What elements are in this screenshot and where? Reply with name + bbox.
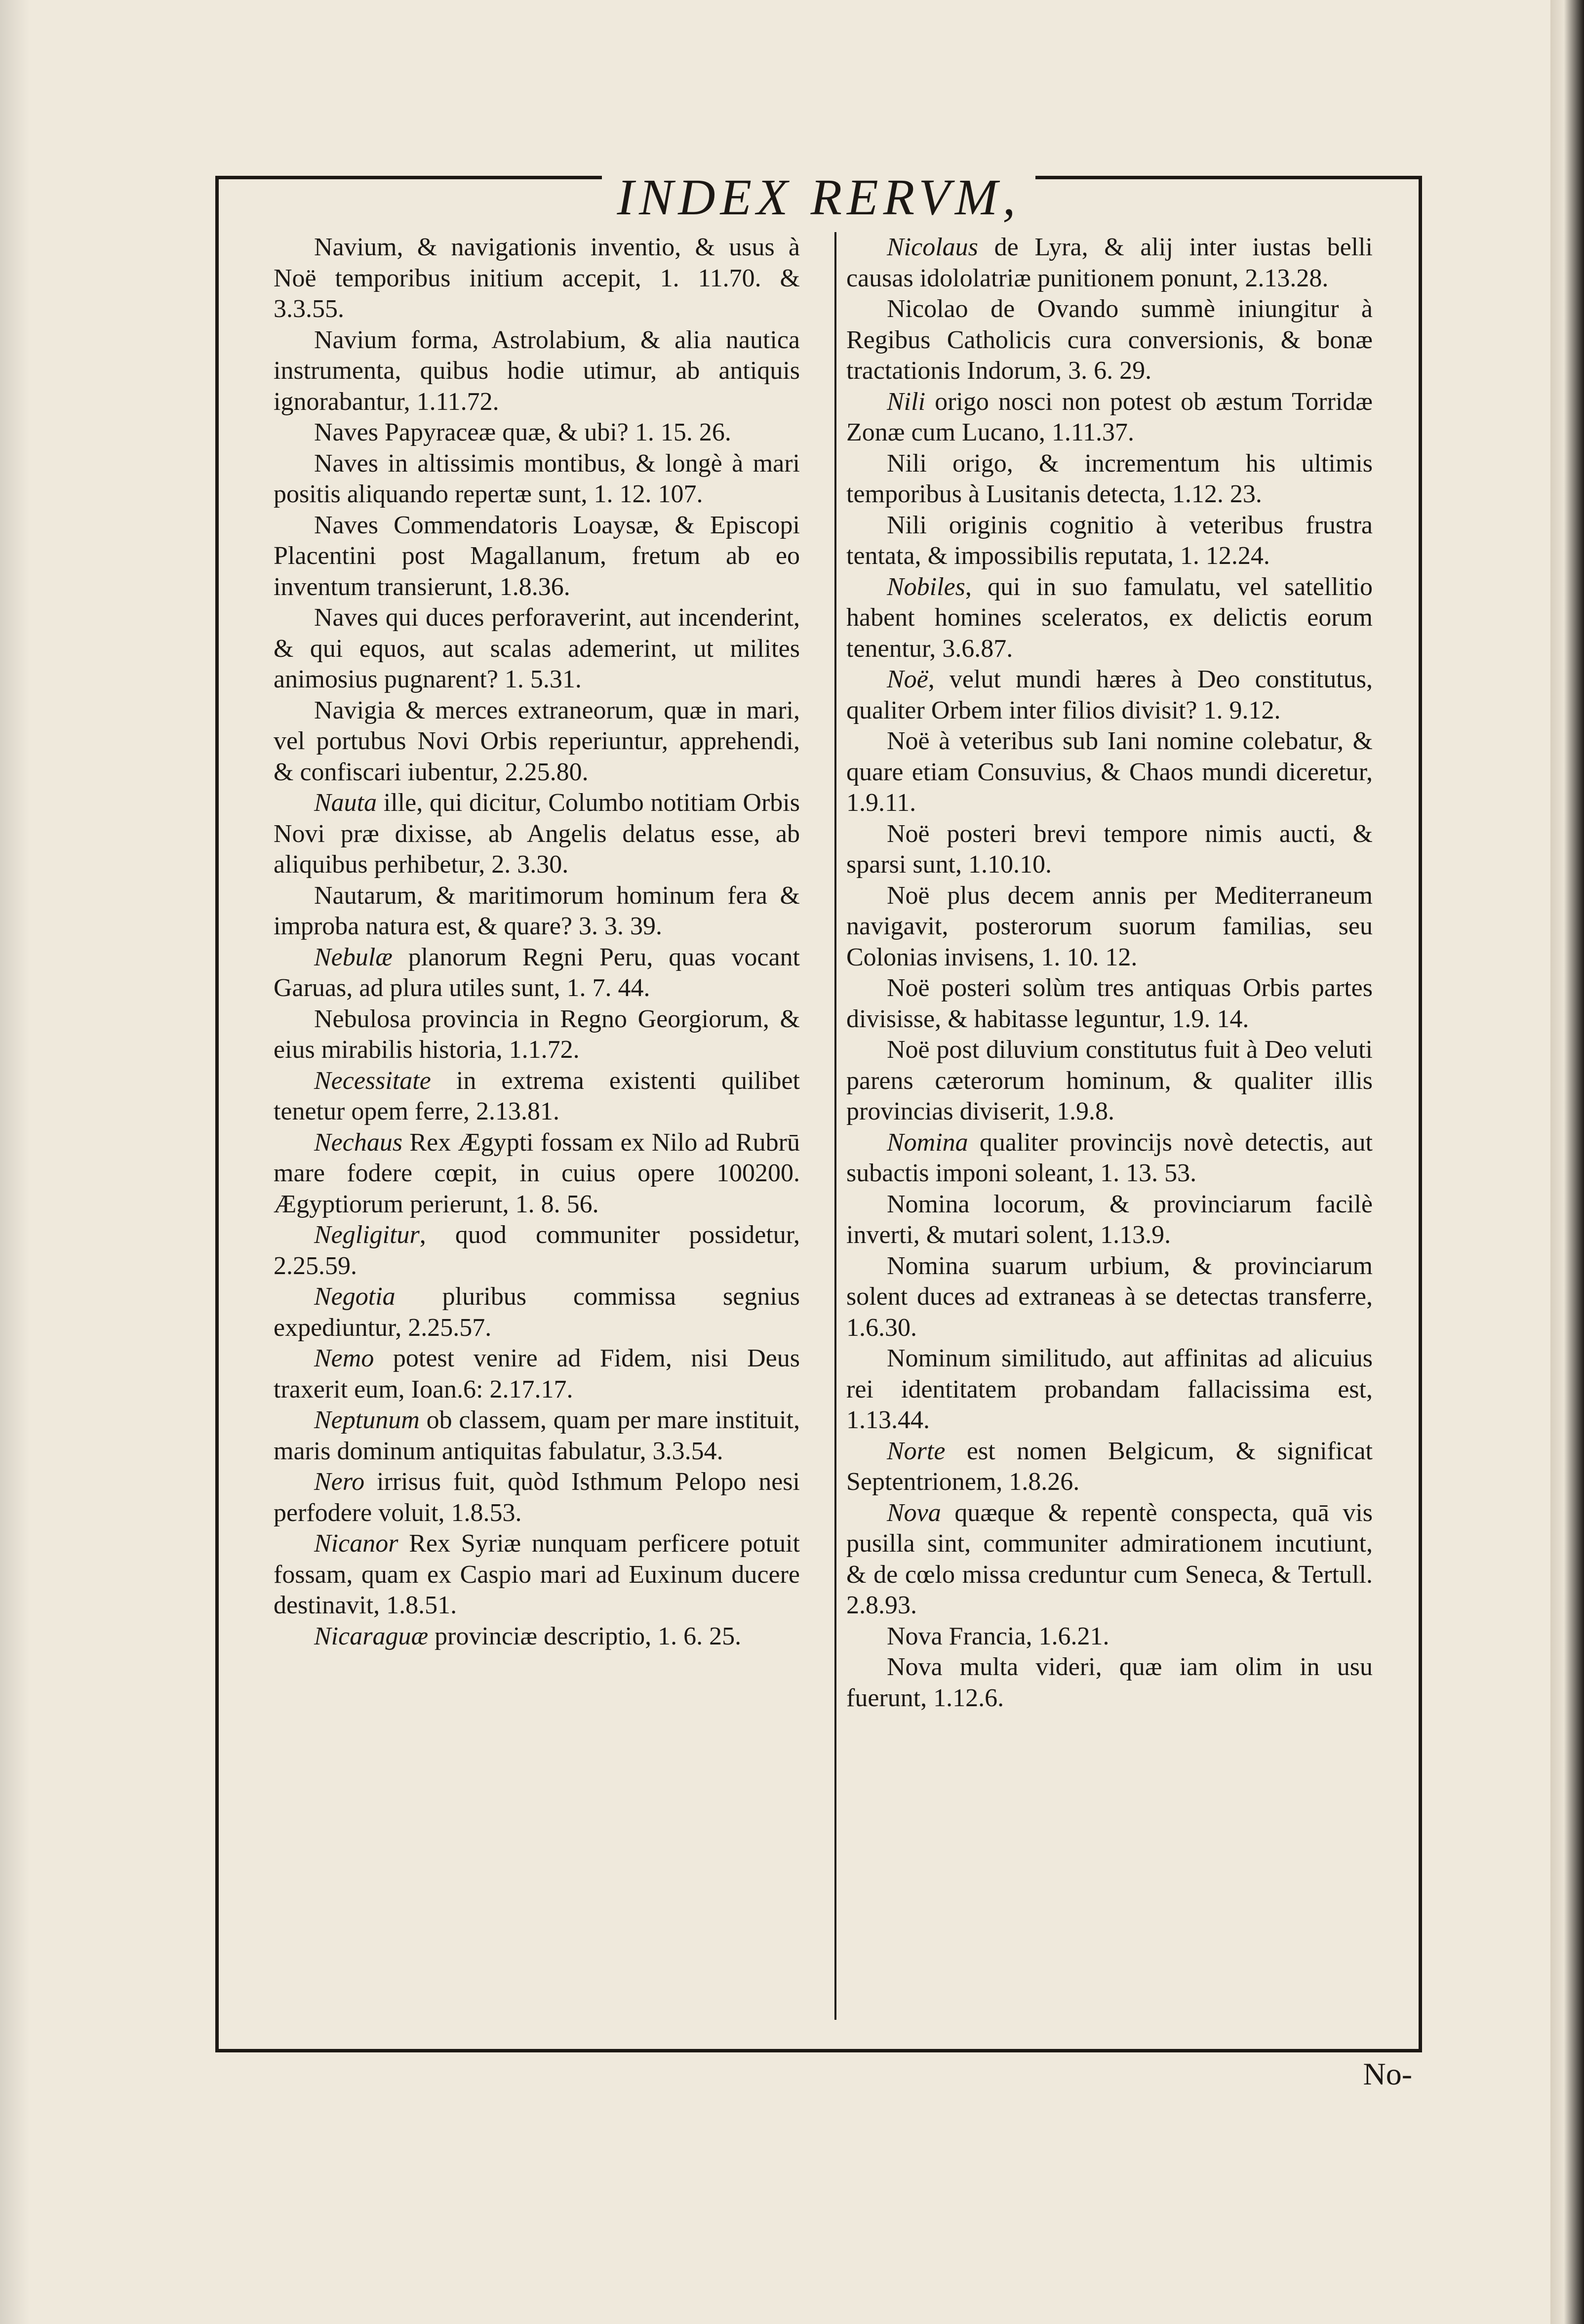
index-entry bbox=[846, 387, 1373, 448]
entry-headword: Negligitur bbox=[314, 1221, 420, 1249]
entry-text: Noë post diluvium constitutus fuit à Deo veluti parens cæterorum hominum, & qualiter illis provincias diviserit, 1.9.8. bbox=[846, 1036, 1373, 1125]
entry-text: Rex Ægypti fossam ex Nilo ad Rubrū mare fodere cœpit, in cuius opere 100200. Ægyptiorum perierunt, 1. 8. 56. bbox=[274, 1128, 800, 1218]
index-entry bbox=[274, 325, 800, 418]
entry-headword: Negotia bbox=[314, 1282, 396, 1311]
entry-text: Naves Papyraceæ quæ, & ubi? 1. 15. 26. bbox=[314, 418, 731, 446]
right-column bbox=[846, 232, 1373, 1714]
index-entry bbox=[846, 881, 1373, 973]
index-entry bbox=[846, 664, 1373, 726]
entry-headword: Nemo bbox=[314, 1344, 374, 1372]
index-entry bbox=[274, 942, 800, 1004]
index-entry bbox=[846, 510, 1373, 572]
entry-text: potest venire ad Fidem, nisi Deus traxerit eum, Ioan.6: 2.17.17. bbox=[274, 1344, 800, 1403]
entry-text: Naves Commendatoris Loaysæ, & Episcopi Placentini post Magallanum, fretum ab eo inventum transierunt, 1.8.36. bbox=[274, 511, 800, 601]
index-entry bbox=[274, 1066, 800, 1127]
entry-headword: Nili bbox=[887, 387, 926, 416]
column-rule bbox=[834, 232, 836, 2020]
entry-headword: Norte bbox=[887, 1437, 946, 1465]
entry-text: ob classem, quam per mare instituit, maris dominum antiquitas fabulatur, 3.3.54. bbox=[274, 1406, 800, 1465]
entry-headword: Nauta bbox=[314, 789, 377, 817]
index-entry bbox=[846, 1498, 1373, 1621]
index-entry bbox=[274, 1528, 800, 1621]
entry-headword: Nicaraguæ bbox=[314, 1622, 429, 1650]
entry-text: Nomina suarum urbium, & provinciarum solent duces ad extraneas à se detectas transferre, 1.6.30. bbox=[846, 1251, 1373, 1342]
entry-text: quæque & repentè conspecta, quā vis pusilla sint, communiter admirationem incutiunt, & de cœlo missa creduntur cum Seneca, & Tertull. 2.8.93. bbox=[846, 1498, 1373, 1619]
index-entry bbox=[846, 1436, 1373, 1498]
index-entry bbox=[274, 232, 800, 325]
index-entry bbox=[274, 1004, 800, 1066]
index-entry bbox=[274, 510, 800, 603]
index-entry bbox=[274, 788, 800, 881]
entry-headword: Nebulæ bbox=[314, 943, 393, 971]
entry-text: in extrema existenti quilibet tenetur opem ferre, 2.13.81. bbox=[274, 1066, 800, 1125]
entry-text: Rex Syriæ nunquam perficere potuit fossam, quam ex Caspio mari ad Euxinum ducere destinavit, 1.8.51. bbox=[274, 1529, 800, 1619]
entry-text: , qui in suo famulatu, vel satellitio habent homines sceleratos, ex delictis eorum tenentur, 3.6.87. bbox=[846, 572, 1373, 663]
index-entry bbox=[274, 1127, 800, 1220]
entry-headword: Nomina bbox=[887, 1128, 968, 1157]
index-entry bbox=[274, 881, 800, 942]
entry-headword: Nova bbox=[887, 1498, 941, 1527]
entry-text: Naves in altissimis montibus, & longè à mari positis aliquando repertæ sunt, 1. 12. 107. bbox=[274, 449, 800, 508]
index-entry bbox=[846, 448, 1373, 510]
page-title: INDEX RERVM, bbox=[602, 168, 1035, 227]
entry-text: Nominum similitudo, aut affinitas ad alicuius rei identitatem probandam fallacissima est, 1.13.44. bbox=[846, 1344, 1373, 1434]
index-entry bbox=[846, 1127, 1373, 1189]
index-entry bbox=[846, 1621, 1373, 1652]
entry-headword: Noë bbox=[887, 665, 928, 693]
entry-headword: Nero bbox=[314, 1468, 365, 1496]
entry-text: Nova Francia, 1.6.21. bbox=[887, 1622, 1109, 1650]
entry-text: , quod communiter possidetur, 2.25.59. bbox=[274, 1221, 800, 1280]
entry-headword: Nicanor bbox=[314, 1529, 398, 1558]
entry-headword: Nicolaus bbox=[887, 233, 978, 261]
entry-headword: Nechaus bbox=[314, 1128, 403, 1157]
index-entry bbox=[846, 1343, 1373, 1436]
index-entry bbox=[274, 602, 800, 695]
entry-text: Nili origo, & incrementum his ultimis temporibus à Lusitanis detecta, 1.12. 23. bbox=[846, 449, 1373, 508]
index-entry bbox=[846, 1035, 1373, 1127]
entry-text: origo nosci non potest ob æstum Torridæ Zonæ cum Lucano, 1.11.37. bbox=[846, 387, 1373, 446]
entry-text: Nomina locorum, & provinciarum facilè inverti, & mutari solent, 1.13.9. bbox=[846, 1190, 1373, 1249]
entry-text: , velut mundi hæres à Deo constitutus, qualiter Orbem inter filios divisit? 1. 9.12. bbox=[846, 665, 1373, 724]
index-entry bbox=[274, 417, 800, 448]
entry-text: Nicolao de Ovando summè iniungitur à Regibus Catholicis cura conversionis, & bonæ tractationis Indorum, 3. 6. 29. bbox=[846, 295, 1373, 385]
index-entry bbox=[846, 819, 1373, 881]
entry-text: Nebulosa provincia in Regno Georgiorum, & eius mirabilis historia, 1.1.72. bbox=[274, 1004, 800, 1064]
entry-text: Navium forma, Astrolabium, & alia nautica instrumenta, quibus hodie utimur, ab antiquis ignorabantur, 1.11.72. bbox=[274, 325, 800, 416]
entry-text: provinciæ descriptio, 1. 6. 25. bbox=[428, 1622, 742, 1650]
left-column bbox=[274, 232, 800, 1652]
entry-text: Nili originis cognitio à veteribus frustra tentata, & impossibilis reputata, 1. 12.24. bbox=[846, 511, 1373, 570]
index-entry bbox=[846, 1652, 1373, 1714]
index-entry bbox=[846, 726, 1373, 819]
entry-text: est nomen Belgicum, & significat Septentrionem, 1.8.26. bbox=[846, 1437, 1373, 1496]
entry-text: pluribus commissa segnius expediuntur, 2.25.57. bbox=[274, 1282, 800, 1342]
entry-text: Navium, & navigationis inventio, & usus à Noë temporibus initium accepit, 1. 11.70. & 3.3.55. bbox=[274, 233, 800, 323]
index-entry bbox=[274, 1467, 800, 1528]
page-edge bbox=[1550, 0, 1584, 2324]
entry-text: Noë posteri solùm tres antiquas Orbis partes divisisse, & habitasse leguntur, 1.9. 14. bbox=[846, 974, 1373, 1033]
index-entry bbox=[274, 1621, 800, 1652]
entry-text: Nautarum, & maritimorum hominum fera & improba natura est, & quare? 3. 3. 39. bbox=[274, 881, 800, 940]
index-entry bbox=[274, 1405, 800, 1467]
entry-text: Noë à veteribus sub Iani nomine colebatur, & quare etiam Consuvius, & Chaos mundi diceretur, 1.9.11. bbox=[846, 727, 1373, 817]
index-entry bbox=[274, 448, 800, 510]
entry-text: qualiter provincijs novè detectis, aut subactis imponi soleant, 1. 13. 53. bbox=[846, 1128, 1373, 1187]
catchword: No- bbox=[1363, 2056, 1412, 2091]
index-entry bbox=[846, 973, 1373, 1035]
index-entry bbox=[846, 1189, 1373, 1251]
entry-text: Noë posteri brevi tempore nimis aucti, & sparsi sunt, 1.10.10. bbox=[846, 819, 1373, 879]
index-entry bbox=[846, 572, 1373, 665]
entry-headword: Neptunum bbox=[314, 1406, 420, 1434]
entry-text: ille, qui dicitur, Columbo notitiam Orbis Novi præ dixisse, ab Angelis delatus esse, ab aliquibus perhibetur, 2. 3.30. bbox=[274, 789, 800, 879]
entry-text: Naves qui duces perforaverint, aut incenderint, & qui equos, aut scalas ademerint, ut milites animosius pugnarent? 1. 5.31. bbox=[274, 603, 800, 693]
entry-text: planorum Regni Peru, quas vocant Garuas, ad plura utiles sunt, 1. 7. 44. bbox=[274, 943, 800, 1002]
entry-text: de Lyra, & alij inter iustas belli causas idololatriæ punitionem ponunt, 2.13.28. bbox=[846, 233, 1373, 292]
running-header bbox=[215, 168, 1422, 227]
index-entry bbox=[274, 1343, 800, 1405]
entry-text: Nova multa videri, quæ iam olim in usu fuerunt, 1.12.6. bbox=[846, 1653, 1373, 1712]
index-entry bbox=[274, 695, 800, 788]
entry-text: Noë plus decem annis per Mediterraneum navigavit, posterorum suorum familias, seu Colonias invisens, 1. 10. 12. bbox=[846, 881, 1373, 971]
index-entry bbox=[846, 1251, 1373, 1344]
entry-headword: Necessitate bbox=[314, 1066, 431, 1095]
index-entry bbox=[274, 1282, 800, 1343]
gutter-shadow bbox=[0, 0, 30, 2324]
entry-text: irrisus fuit, quòd Isthmum Pelopo nesi perfodere voluit, 1.8.53. bbox=[274, 1468, 800, 1527]
index-entry bbox=[846, 294, 1373, 387]
index-entry bbox=[274, 1220, 800, 1282]
entry-headword: Nobiles bbox=[887, 572, 965, 601]
index-entry bbox=[846, 232, 1373, 294]
entry-text: Navigia & merces extraneorum, quæ in mari, vel portubus Novi Orbis reperiuntur, apprehendi, & confiscari iubentur, 2.25.80. bbox=[274, 696, 800, 786]
